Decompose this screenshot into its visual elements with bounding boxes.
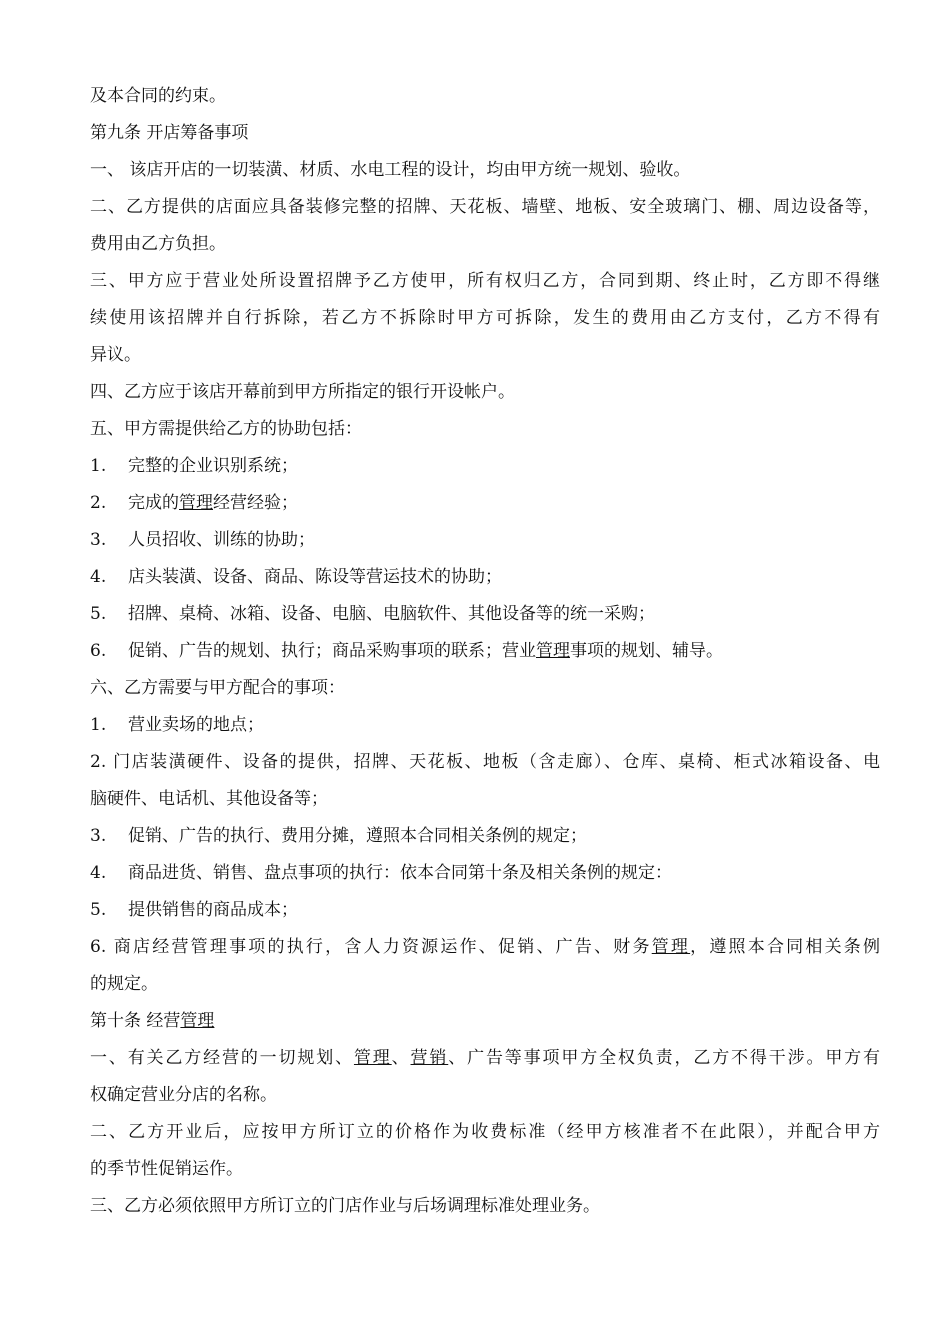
article-9-item-6: 六、乙方需要与甲方配合的事项：	[90, 678, 345, 698]
article-9-item-3-end: 异议。	[90, 345, 141, 365]
list-item: 3. 人员招收、训练的协助；	[90, 530, 315, 550]
article-10-item-2-cont: 的季节性促销运作。	[90, 1159, 243, 1179]
list-item: 5. 招牌、桌椅、冰箱、设备、电脑、电脑软件、其他设备等的统一采购；	[90, 604, 655, 624]
underlined-link[interactable]: 管理	[536, 641, 570, 661]
underlined-link[interactable]: 管理	[353, 1048, 392, 1068]
list-item: 6. 促销、广告的规划、执行；商品采购事项的联系；营业管理事项的规划、辅导。	[90, 641, 723, 661]
document-page	[90, 78, 880, 1225]
article-9-item-4: 四、乙方应于该店开幕前到甲方所指定的银行开设帐户。	[90, 382, 515, 402]
article-9-item-3-cont: 续使用该招牌并自行拆除，若乙方不拆除时甲方可拆除，发生的费用由乙方支付，乙方不得有	[90, 308, 880, 328]
underlined-link[interactable]: 营销	[410, 1048, 449, 1068]
list-item: 1. 完整的企业识别系统；	[90, 456, 298, 476]
list-item: 1. 营业卖场的地点；	[90, 715, 264, 735]
list-item-cont: 脑硬件、电话机、其他设备等；	[90, 789, 328, 809]
list-item: 4. 商品进货、销售、盘点事项的执行：依本合同第十条及相关条例的规定：	[90, 863, 672, 883]
list-item: 5. 提供销售的商品成本；	[90, 900, 298, 920]
article-10-item-1: 一、有关乙方经营的一切规划、管理、营销、广告等事项甲方全权负责，乙方不得干涉。甲方有	[90, 1048, 880, 1068]
list-item-cont: 的规定。	[90, 974, 158, 994]
list-item: 2. 门店装潢硬件、设备的提供，招牌、天花板、地板（含走廊）、仓库、桌椅、柜式冰箱设备、电	[90, 752, 880, 772]
article-9-item-5: 五、甲方需提供给乙方的协助包括：	[90, 419, 362, 439]
article-10-item-1-cont: 权确定营业分店的名称。	[90, 1085, 277, 1105]
underlined-link[interactable]: 管理	[180, 1011, 215, 1031]
list-item: 4. 店头装潢、设备、商品、陈设等营运技术的协助；	[90, 567, 502, 587]
article-9-item-1: 一、 该店开店的一切装潢、材质、水电工程的设计，均由甲方统一规划、验收。	[90, 160, 691, 180]
article-9-item-2-cont: 费用由乙方负担。	[90, 234, 226, 254]
list-item: 2. 完成的管理经营经验；	[90, 493, 298, 513]
underlined-link[interactable]: 管理	[651, 937, 691, 957]
list-item: 6. 商店经营管理事项的执行，含人力资源运作、促销、广告、财务管理，遵照本合同相关条例	[90, 937, 880, 957]
article-9-item-3: 三、甲方应于营业处所设置招牌予乙方使甲，所有权归乙方，合同到期、终止时，乙方即不得继	[90, 271, 880, 291]
article-9-item-2: 二、乙方提供的店面应具备装修完整的招牌、天花板、墙壁、地板、安全玻璃门、棚、周边设备等，	[90, 197, 880, 217]
article-10-item-2: 二、乙方开业后，应按甲方所订立的价格作为收费标准（经甲方核准者不在此限），并配合甲方	[90, 1122, 880, 1142]
article-9-heading: 第九条 开店筹备事项	[90, 123, 249, 143]
article-10-item-3: 三、乙方必须依照甲方所订立的门店作业与后场调理标准处理业务。	[90, 1196, 600, 1216]
article-10-heading: 第十条 经营管理	[90, 1011, 215, 1031]
text-line-1: 及本合同的约束。	[90, 86, 226, 106]
list-item: 3. 促销、广告的执行、费用分摊，遵照本合同相关条例的规定；	[90, 826, 587, 846]
underlined-link[interactable]: 管理	[179, 493, 213, 513]
